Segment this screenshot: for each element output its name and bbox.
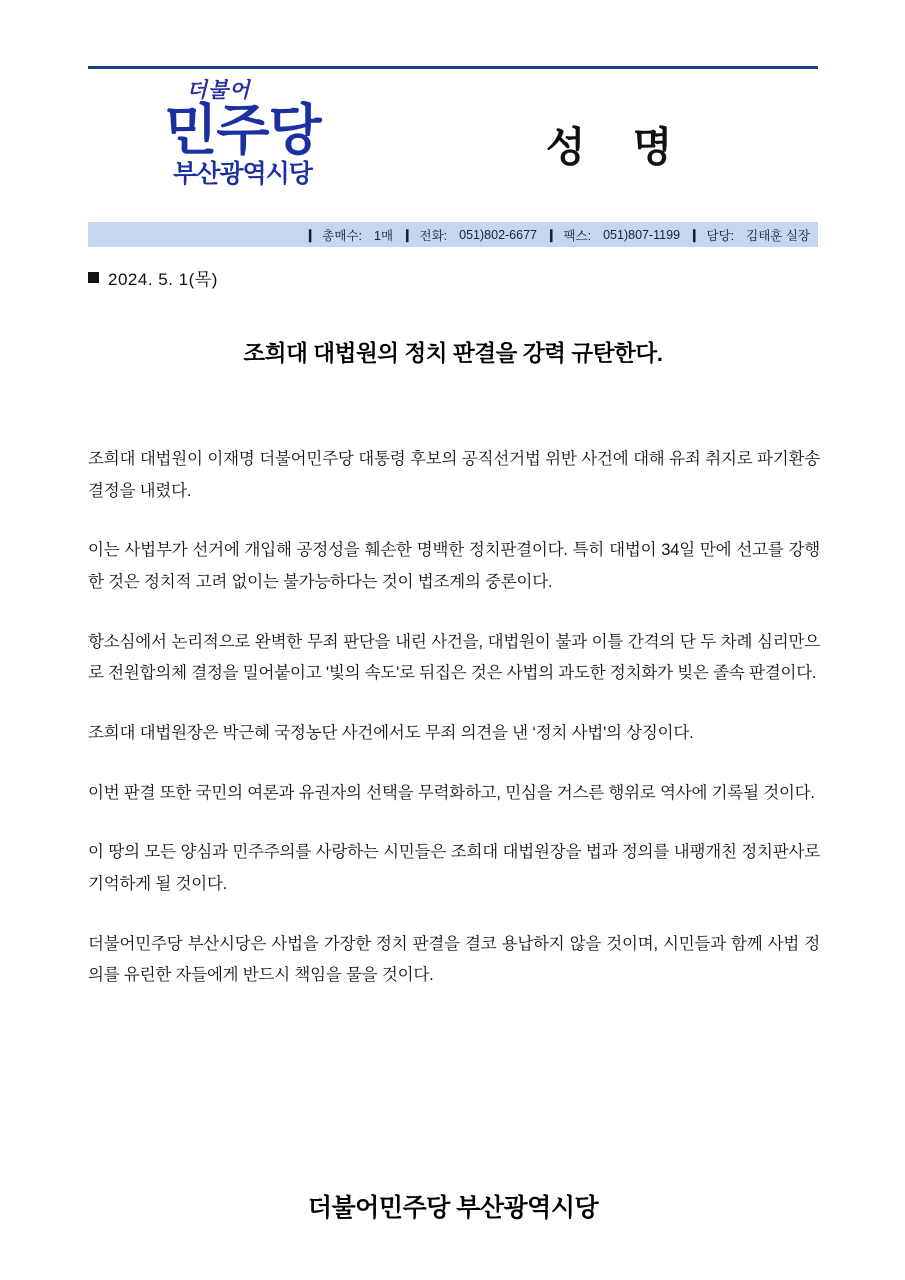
info-label-contact-person: 담당: <box>706 228 735 243</box>
logo-script-text: 더불어 <box>186 78 251 102</box>
party-logo <box>130 80 355 212</box>
bullet-square-icon <box>88 272 99 283</box>
paragraph: 이번 판결 또한 국민의 여론과 유권자의 선택을 무력화하고, 민심을 거스른 행위로 역사에 기록될 것이다. <box>88 783 815 802</box>
document-type-title: 성 명 <box>545 124 691 170</box>
paragraph: 조희대 대법원이 이재명 더불어민주당 대통령 후보의 공직선거법 위반 사건에 대해 유죄 취지로 파기환송 결정을 내렸다. <box>88 450 820 500</box>
info-value-phone: 051)802-6677 <box>459 227 537 242</box>
info-item-total-copies <box>296 226 393 244</box>
paragraph: 이는 사법부가 선거에 개입해 공정성을 훼손한 명백한 정치판결이다. 특히 대법이 34일 만에 선고를 강행한 것은 정치적 고려 없이는 불가능하다는 것이 법조계의 중론이다. <box>88 541 820 592</box>
page-title: 조희대 대법원의 정치 판결을 강력 규탄한다. <box>243 341 663 366</box>
info-item-fax <box>537 226 680 244</box>
info-label-fax: 팩스: <box>563 228 592 243</box>
signature-line: 더불어민주당 부산광역시당 <box>307 1194 599 1222</box>
statement-body <box>88 444 820 992</box>
separator-bar: ❙ <box>546 228 557 242</box>
logo-sub-text: 부산광역시당 <box>173 160 312 189</box>
info-item-phone <box>393 226 537 244</box>
info-item-contact-person <box>680 226 810 244</box>
paragraph: 더불어민주당 부산시당은 사법을 가장한 정치 판결을 결코 용납하지 않을 것이며, 시민들과 함께 사법 정의를 유린한 자들에게 반드시 책임을 물을 것이다. <box>88 934 820 985</box>
issue-date <box>88 265 218 290</box>
paragraph: 항소심에서 논리적으로 완벽한 무죄 판단을 내린 사건을, 대법원이 불과 이틀 간격의 단 두 차례 심리만으로 전원합의체 결정을 밀어붙이고 '빛의 속도'로 뒤집은 것은 사법의 과도한 정치화가 빚은 졸속 판결이다. <box>88 632 820 683</box>
info-value-total-copies: 1매 <box>374 228 394 243</box>
paragraph: 이 땅의 모든 양심과 민주주의를 사랑하는 시민들은 조희대 대법원장을 법과 정의를 내팽개친 정치판사로 기억하게 될 것이다. <box>88 843 820 894</box>
info-value-fax: 051)807-1199 <box>603 227 681 242</box>
info-value-contact-person: 김태훈 실장 <box>746 228 810 243</box>
header-top-rule <box>88 66 818 69</box>
paragraph: 조희대 대법원장은 박근혜 국정농단 사건에서도 무죄 의견을 낸 ‘정치 사법'의 상징이다. <box>88 724 694 743</box>
document-header <box>88 76 818 216</box>
separator-bar: ❙ <box>689 228 700 242</box>
issue-date-text: 2024. 5. 1(목) <box>108 270 218 289</box>
separator-bar: ❙ <box>304 228 316 242</box>
info-label-total-copies: 총매수: <box>322 228 362 243</box>
info-label-phone: 전화: <box>419 228 448 243</box>
contact-info-bar <box>88 222 818 247</box>
separator-bar: ❙ <box>402 228 413 242</box>
logo-main-text: 민주당 <box>164 99 321 161</box>
